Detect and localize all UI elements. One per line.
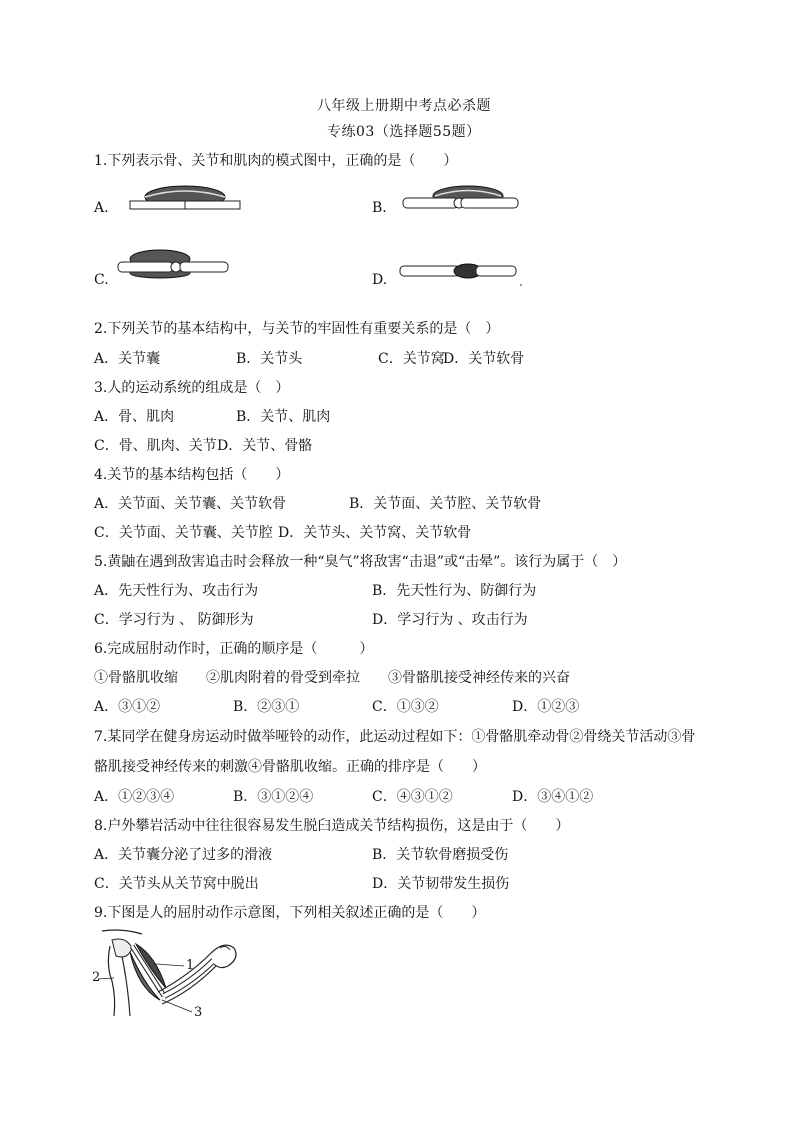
- q5-option-b: B．先天性行为、防御行为: [372, 583, 537, 599]
- q3-option-a: A．骨、肌肉: [94, 409, 175, 425]
- page-title: 八年级上册期中考点必杀题: [317, 98, 491, 114]
- q4-option-b: B．关节面、关节腔、关节软骨: [349, 496, 542, 512]
- q1-diagram-a: [130, 180, 240, 220]
- question-3-stem: 3.人的运动系统的组成是（ ）: [94, 380, 290, 396]
- q1-option-a-label: A.: [94, 200, 109, 216]
- question-5-stem: 5.黄鼬在遇到敌害追击时会释放一种“臭气”将敌害“击退”或“击晕”。该行为属于（ ）: [94, 554, 627, 570]
- q2-option-a: A．关节囊: [94, 351, 161, 367]
- q1-option-d-label: D.: [372, 272, 388, 288]
- q4-option-c: C．关节面、关节囊、关节腔: [94, 525, 273, 541]
- q4-option-d: D．关节头、关节窝、关节软骨: [278, 525, 472, 541]
- question-4-stem: 4.关节的基本结构包括（ ）: [94, 467, 290, 483]
- question-7-stem-line1: 7.某同学在健身房运动时做举哑铃的动作，此运动过程如下：①骨骼肌牵动骨②骨绕关节活动③骨: [94, 729, 696, 745]
- q5-option-a: A．先天性行为、攻击行为: [94, 583, 259, 599]
- question-7-stem-line2: 骼肌接受神经传来的刺激④骨骼肌收缩。正确的排序是（ ）: [94, 759, 486, 775]
- q3-option-b: B．关节、肌肉: [236, 409, 331, 425]
- q2-option-c: C．关节窝: [378, 351, 445, 367]
- q8-option-a: A．关节囊分泌了过多的滑液: [94, 847, 273, 863]
- q6-option-b: B．②③①: [233, 699, 300, 715]
- q3-option-d: D．关节、骨骼: [217, 438, 313, 454]
- q2-option-b: B．关节头: [236, 351, 303, 367]
- question-1-stem: 1.下列表示骨、关节和肌肉的模式图中，正确的是（ ）: [94, 153, 458, 169]
- q9-label-1: 1: [186, 958, 195, 973]
- q1-diagram-d: [400, 258, 525, 288]
- q2-option-d: D．关节软骨: [443, 351, 525, 367]
- q1-option-c-label: C.: [94, 272, 109, 288]
- question-9-stem: 9.下图是人的屈肘动作示意图，下列相关叙述正确的是（ ）: [94, 905, 486, 921]
- q7-option-b: B．③①②④: [233, 789, 314, 805]
- q6-steps: ①骨骼肌收缩 ②肌肉附着的骨受到牵拉 ③骨骼肌接受神经传来的兴奋: [94, 670, 570, 686]
- q6-option-d: D．①②③: [512, 699, 580, 715]
- q6-option-a: A．③①②: [94, 699, 161, 715]
- q1-diagram-b: [403, 180, 518, 220]
- q8-option-c: C．关节头从关节窝中脱出: [94, 876, 259, 892]
- q9-label-3: 3: [194, 1005, 203, 1020]
- q5-option-d: D．学习行为 、攻击行为: [372, 612, 528, 628]
- q7-option-d: D．③④①②: [512, 789, 594, 805]
- q1-diagram-c: [118, 248, 228, 283]
- q6-option-c: C．①③②: [372, 699, 439, 715]
- q8-option-b: B．关节软骨磨损受伤: [372, 847, 509, 863]
- q7-option-a: A．①②③④: [94, 789, 175, 805]
- q8-option-d: D．关节韧带发生损伤: [372, 876, 510, 892]
- question-8-stem: 8.户外攀岩活动中往往很容易发生脱臼造成关节结构损伤，这是由于（ ）: [94, 818, 570, 834]
- q3-option-c: C．骨、肌肉、关节: [94, 438, 217, 454]
- q5-option-c: C．学习行为 、 防御形为: [94, 612, 254, 628]
- question-2-stem: 2.下列关节的基本结构中，与关节的牢固性有重要关系的是（ ）: [94, 321, 500, 337]
- q7-option-c: C．④③①②: [372, 789, 453, 805]
- q4-option-a: A．关节面、关节囊、关节软骨: [94, 496, 287, 512]
- q1-option-b-label: B.: [372, 200, 387, 216]
- q9-elbow-flexion-diagram: [92, 926, 252, 1021]
- question-6-stem: 6.完成屈肘动作时，正确的顺序是（ ）: [94, 641, 374, 657]
- page-subtitle: 专练03（选择题55题）: [327, 124, 481, 140]
- q9-label-2: 2: [92, 970, 101, 985]
